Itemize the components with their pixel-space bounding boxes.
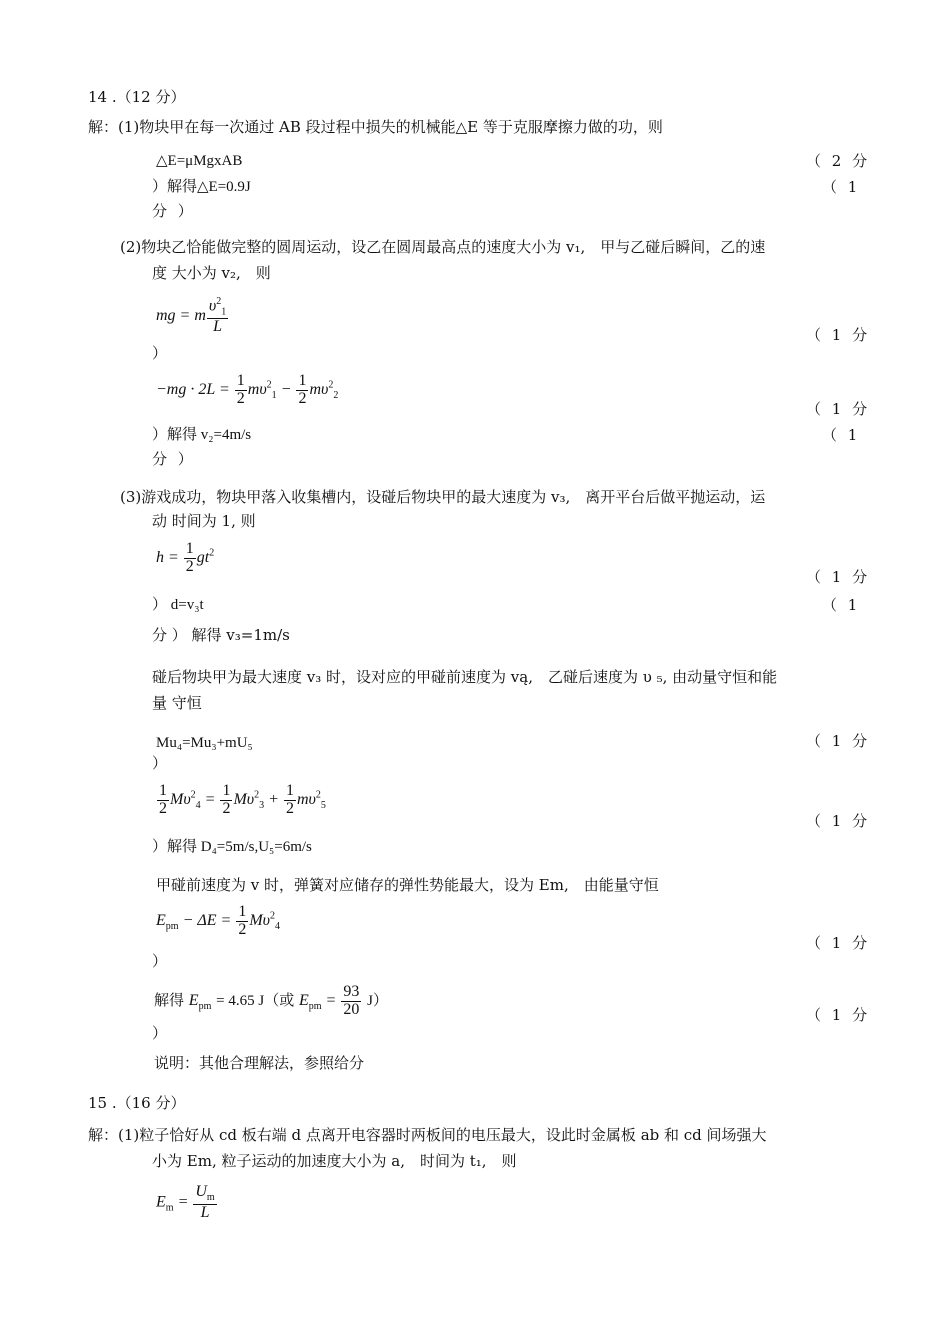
resolve-delta-e: ）解得△E=0.9J (152, 179, 251, 195)
resolve-u4-u5: ）解得 D₄=5m/s,U₅=6m/s (152, 839, 312, 855)
resolve-v2: ）解得 v₂=4m/s (152, 427, 252, 443)
score-1: （ 1 分 (806, 326, 871, 344)
note: 说明：其他合理解法，参照给分 (154, 1054, 365, 1072)
close-paren: ） (152, 952, 168, 970)
eq-field-strength: $E_m$ = $\frac{U_m}{L}$ (156, 1183, 215, 1221)
score-1: （ 1 分 (806, 934, 871, 952)
score-2: （ 2 分 (806, 152, 871, 170)
score-1: （ 1 分 (806, 1006, 871, 1024)
eq-mg-centripetal: mg = m $\frac{\upsilon^2_1}{L}$ (156, 296, 227, 336)
result-suffix: J） (367, 992, 388, 1009)
eq-momentum: Mu₄=Mu₃+mU₅ (156, 735, 253, 751)
score-1: （ 1 (822, 178, 861, 196)
eq-distance: ） d=v₃t (152, 597, 204, 613)
eq-energy-collision: $\frac{1}{2}$ $M\upsilon^2_4$ = $\frac{1}{2}$ $M\upsilon^2_3$ + $\frac{1}{2}$ $m\upsilon^2_5$ (159, 782, 326, 817)
part3-line1: (3)游戏成功，物块甲落入收集槽内，设碰后物块甲的最大速度为 v₃, 离开平台后做平抛运动，运 (120, 488, 766, 506)
eq-fall-height: h = $\frac{1}{2}$ $gt^2$ (156, 540, 215, 575)
result-prefix: 解得 (154, 990, 185, 1009)
part3-line2: 动 时间为 1, 则 (152, 512, 256, 530)
score-1: （ 1 分 (806, 400, 871, 418)
close-paren: ） (152, 1024, 168, 1042)
close-paren: ） (152, 754, 168, 772)
q15-intro-line2: 小为 Em, 粒子运动的加速度大小为 a, 时间为 t₁, 则 (152, 1152, 517, 1170)
part2-line2: 度 大小为 v₂, 则 (152, 264, 271, 282)
result-line: 解得 $E_{pm} = 4.65$ J（或 $E_{pm}$ = $\frac{93}{20}$ J） (154, 983, 388, 1018)
q15-intro-line1: 解：(1)粒子恰好从 cd 板右端 d 点离开电容器时两板间的电压最大，设此时金属板 ab 和 cd 间场强大 (88, 1126, 767, 1144)
eq-energy-circle: −mg · 2L = $\frac{1}{2}$ $m\upsilon^2_1$ − $\frac{1}{2}$ $m\upsilon^2_2$ (156, 372, 339, 407)
resolve-v3: 分 ） 解得 v₃=1m/s (152, 626, 290, 644)
q14-header: 14 .（12 分） (88, 88, 186, 106)
score-fen: 分 ） (152, 202, 196, 220)
score-1: （ 1 分 (806, 732, 871, 750)
close-paren: ） (152, 344, 168, 362)
score-1: （ 1 (822, 426, 861, 444)
eq-energy-loss: △E=μMgxAB (156, 153, 243, 169)
score-1: （ 1 分 (806, 812, 871, 830)
q14-intro: 解：(1)物块甲在每一次通过 AB 段过程中损失的机械能△E 等于克服摩擦力做的功，则 (88, 118, 663, 136)
score-fen: 分 ） (152, 450, 196, 468)
q15-header: 15 .（16 分） (88, 1094, 186, 1112)
eq-elastic-energy: $E_{pm} - \Delta E$ = $\frac{1}{2}$ $M\upsilon^2_4$ (156, 903, 280, 938)
part5-line: 甲碰前速度为 v 时，弹簧对应储存的弹性势能最大，设为 Em, 由能量守恒 (156, 876, 659, 894)
part2-line1: (2)物块乙恰能做完整的圆周运动，设乙在圆周最高点的速度大小为 v₁, 甲与乙碰后瞬间，乙的速 (120, 238, 766, 256)
part4-line1: 碰后物块甲为最大速度 v₃ 时，设对应的甲碰前速度为 vą, 乙碰后速度为 υ ₅, 由动量守恒和能 (152, 668, 778, 686)
result-value: = 4.65 J（或 (216, 992, 295, 1009)
score-1: （ 1 (822, 596, 861, 614)
part4-line2: 量 守恒 (152, 694, 202, 712)
score-1: （ 1 分 (806, 568, 871, 586)
